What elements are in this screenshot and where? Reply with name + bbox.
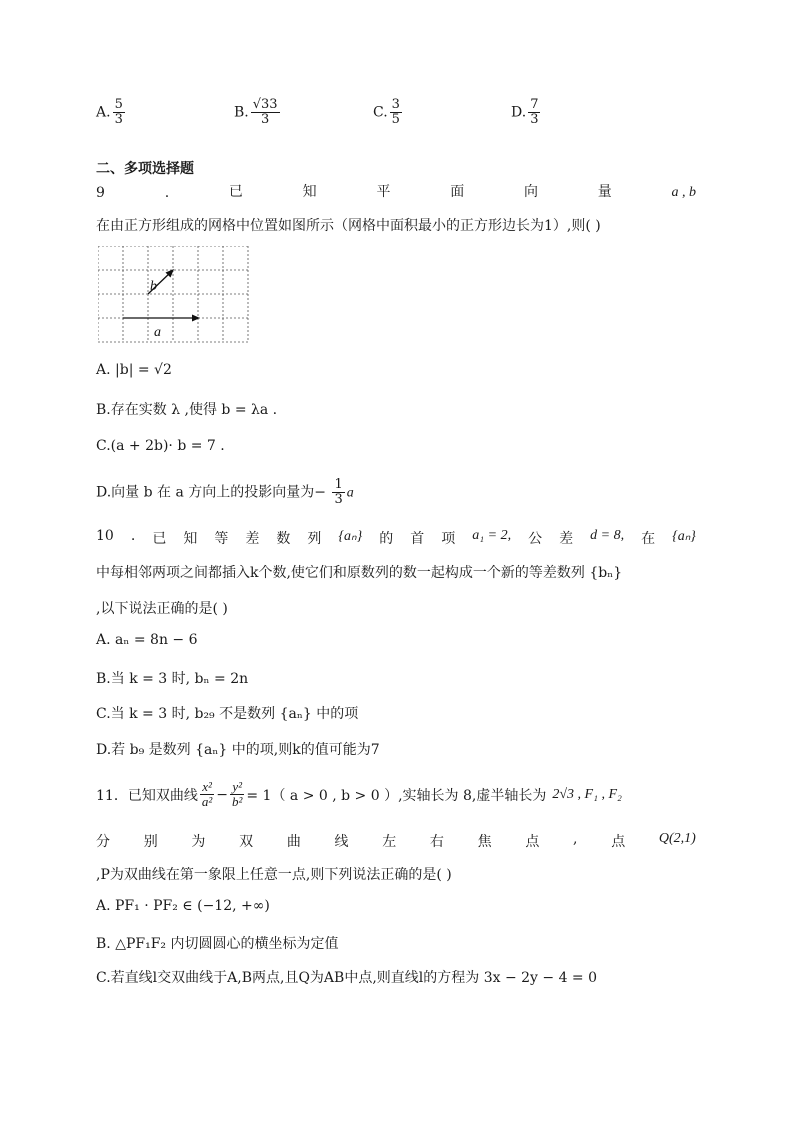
section-title: 二、多项选择题 [96, 160, 194, 176]
grid-label-a: a [154, 325, 161, 340]
q9-stem-line2: 在由正方形组成的网格中位置如图所示（网格中面积最小的正方形边长为1）,则( ) [96, 218, 601, 234]
q10-option-c: C.当 k = 3 时, b₂₉ 不是数列 {aₙ} 中的项 [96, 706, 359, 722]
q9-option-c: C.(a + 2b)· b = 7 . [96, 438, 225, 454]
q8-option-d: D. $\frac{7}{3}$ [511, 97, 539, 127]
q11-stem-line1: 11．已知双曲线 $\frac{\text{x²}}{\text{a²}}$ − $\frac{\text{y²}}{\text{b²}}$ = 1（ a > 0 , b > 0 ）,实轴长为 8,虚半轴长为 2√3 , F₁ , F₂ [96, 779, 622, 809]
q8-option-b: B. $\frac{√33}{3}$ [234, 97, 278, 127]
vector-grid-figure [98, 246, 250, 348]
q9-stem-line1: 9 . 已 知 平 面 向 量 a , b [96, 184, 696, 201]
q11-option-c: C.若直线l交双曲线于A,B两点,且Q为AB中点,则直线l的方程为 3x − 2y − 4 = 0 [96, 970, 598, 986]
grid-label-b: b [150, 279, 157, 294]
q10-stem-line1: 10 . 已 知 等 差 数 列 {aₙ} 的 首 项 a₁ = 2, 公 差 d = 8, 在 {aₙ} [96, 528, 696, 547]
q10-option-b: B.当 k = 3 时, bₙ = 2n [96, 671, 249, 687]
q8-option-a: A. $\frac{5}{3}$ [96, 97, 123, 127]
q8-option-c: C. $\frac{3}{5}$ [373, 97, 400, 127]
q11-stem-line3: ,P为双曲线在第一象限上任意一点,则下列说法正确的是( ) [96, 867, 452, 883]
q11-stem-line2: 分 别 为 双 曲 线 左 右 焦 点 , 点 Q(2,1) [96, 831, 696, 850]
q10-option-a: A. aₙ = 8n − 6 [96, 632, 198, 648]
q10-option-d: D.若 b₉ 是数列 {aₙ} 中的项,则k的值可能为7 [96, 742, 380, 758]
q10-stem-line3: ,以下说法正确的是( ) [96, 601, 228, 617]
q9-option-a: A. |b| = √2 [96, 362, 172, 378]
q9-option-b: B.存在实数 λ ,使得 b = λa . [96, 402, 278, 418]
q11-option-a: A. PF₁ · PF₂ ∈ (−12, +∞) [96, 898, 270, 914]
q9-option-d: D.向量 b 在 a 方向上的投影向量为− $\frac{1}{3}$ a [96, 477, 354, 507]
q10-stem-line2: 中每相邻两项之间都插入k个数,使它们和原数列的数一起构成一个新的等差数列 {bₙ} [96, 565, 623, 581]
q11-option-b: B. △PF₁F₂ 内切圆圆心的横坐标为定值 [96, 936, 339, 952]
